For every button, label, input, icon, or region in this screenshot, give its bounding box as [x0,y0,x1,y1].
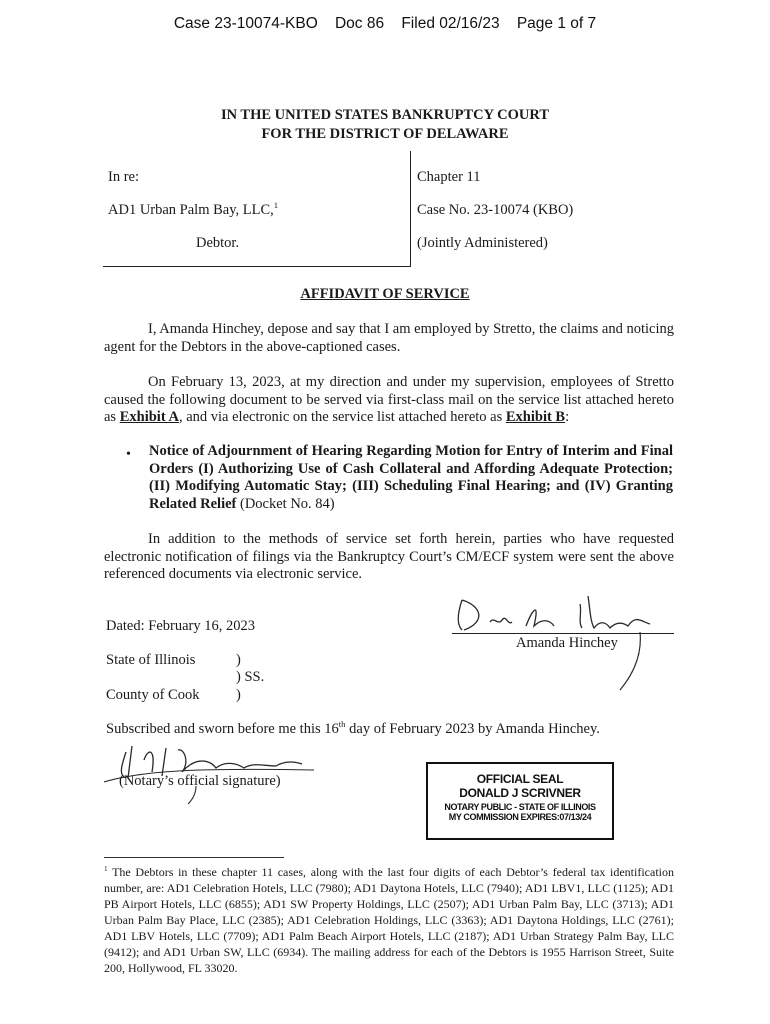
footnote-marker: 1 [104,865,108,873]
page-number-header: Page 1 of 7 [516,15,597,32]
caption-debtor-name [108,202,278,219]
service-text-a: On February 13, 2023, at my direction and under my supervision, employees of Stretto caused the following document to be served via first-class mail on the service list attached hereto as [104,374,674,425]
document-title: AFFIDAVIT OF SERVICE [300,286,470,302]
paragraph-employment: I, Amanda Hinchey, depose and say that I am employed by Stretto, the claims and noticing agent for the Debtors in the above-captioned cases. [104,321,674,355]
footnote-ref-1: 1 [273,200,279,211]
caption-vertical-rule [410,151,411,267]
caption-chapter: Chapter 11 [417,169,481,185]
footnote-separator [104,857,284,858]
caption-debtor-label: Debtor. [196,235,240,251]
venue-county: County of Cook [106,687,200,703]
filed-date-header: Filed 02/16/23 [401,15,500,32]
court-line-2: FOR THE DISTRICT OF DELAWARE [261,126,509,142]
exhibit-a-ref: Exhibit A [119,409,179,425]
seal-notary-name: DONALD J SCRIVNER [459,786,581,800]
venue-paren-1: ) [236,652,241,668]
affiant-name: Amanda Hinchey [516,635,618,651]
notary-seal-stamp [426,762,614,840]
caption-jointly-administered: (Jointly Administered) [417,235,548,251]
venue-paren-ss: ) SS. [236,669,265,685]
debtor-name-text: AD1 Urban Palm Bay, LLC, [108,202,274,218]
dated-line: Dated: February 16, 2023 [106,618,255,634]
venue-state: State of Illinois [106,652,196,668]
subscribed-sworn-line [106,721,600,738]
bullet-symbol: • [126,447,131,462]
served-document-title: Notice of Adjournment of Hearing Regarding Motion for Entry of Interim and Final Orders (I) Authorizing Use of Cash Collateral and Affording Adequate Protection; (II) Modifying Automatic Stay; (III) Scheduling Final Hearing; and (IV) Granting Related Relief [149,443,673,512]
subscribed-ordinal: th [338,719,346,730]
court-line-1: IN THE UNITED STATES BANKRUPTCY COURT [220,107,550,123]
notary-signature-label: (Notary’s official signature) [119,773,281,789]
filing-header [0,15,770,33]
court-heading [0,106,770,144]
caption-in-re: In re: [108,169,139,185]
served-document-item [149,443,673,513]
seal-title: OFFICIAL SEAL [476,772,564,786]
service-text-c: : [565,409,570,425]
subscribed-text-pre: Subscribed and sworn before me this 16 [106,721,339,737]
paragraph-service [104,374,674,427]
affiant-signature-line [452,633,674,634]
caption-case-no: Case No. 23-10074 (KBO) [417,202,574,218]
caption-horizontal-rule [103,266,411,267]
served-document-docket: (Docket No. 84) [236,495,335,512]
case-number-header: Case 23-10074-KBO [173,15,318,32]
footnote-debtors-list [104,864,674,976]
paragraph-electronic-service: In addition to the methods of service set forth herein, parties who have requested electronic notification of filings via the Bankruptcy Court’s CM/ECF system were sent the above referenced documents via electronic service. [104,531,674,582]
service-text-b: , and via electronic on the service list attached hereto as [178,409,506,425]
exhibit-b-ref: Exhibit B [505,409,566,425]
seal-commission-expiry: MY COMMISSION EXPIRES:07/13/24 [448,812,592,822]
seal-notary-state: NOTARY PUBLIC - STATE OF ILLINOIS [444,802,596,812]
subscribed-text-post: day of February 2023 by Amanda Hinchey. [345,721,600,737]
venue-paren-3: ) [236,687,241,703]
footnote-text: The Debtors in these chapter 11 cases, along with the last four digits of each Debtor’s federal tax identification number, are: AD1 Celebration Hotels, LLC (7980); AD1 Daytona Hotels, LLC (7940); AD1 LBV1, LLC (1125); AD1 PB Airport Hotels, LLC (6855); AD1 SW Property Holdings, LLC (2507); AD1 Urban Palm Bay, LLC (3713); AD1 Urban Palm Bay Place, LLC (2385); AD1 Celebration Holdings, LLC (3363); AD1 Daytona Holdings, LLC (2761); AD1 LBV Hotels, LLC (7709); AD1 Palm Beach Airport Hotels, LLC (2187); AD1 Urban Strategy Palm Bay, LLC (9412); and AD1 Urban SW, LLC (6934). The mailing address for each of the Debtors is 1955 Harrison Street, Suite 200, Hollywood, FL 33020. [104,865,674,975]
doc-number-header: Doc 86 [334,15,385,32]
